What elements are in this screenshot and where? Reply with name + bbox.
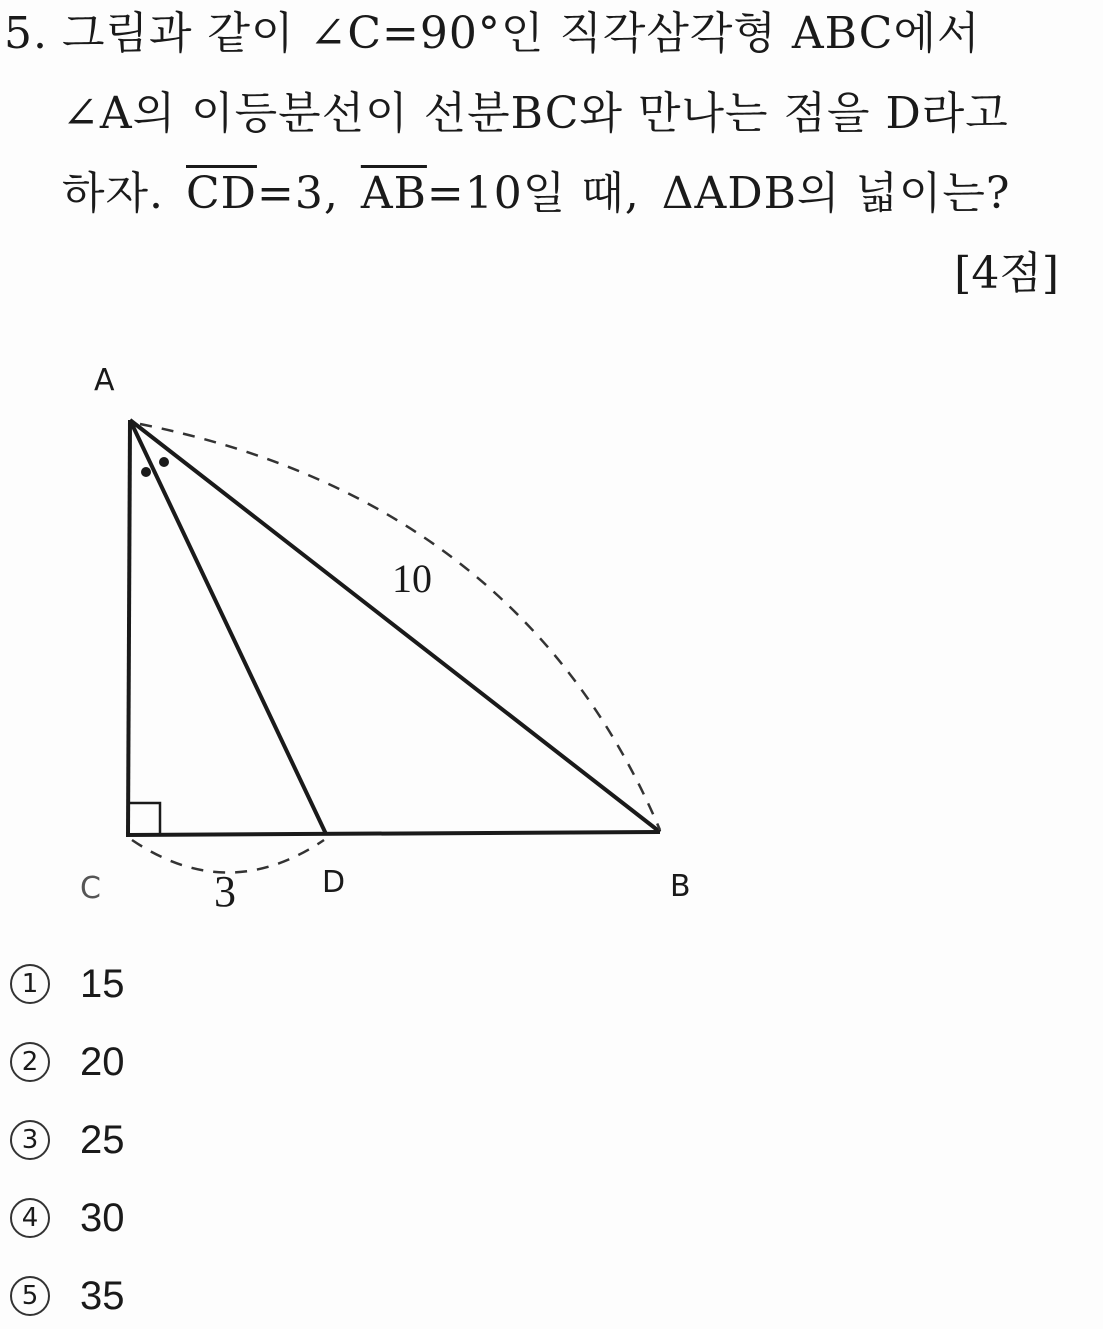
choice-4-value: 30 (80, 1196, 125, 1240)
question-line-3 (62, 164, 1011, 224)
question-line-2: ∠A의 이등분선이 선분BC와 만나는 점을 D라고 (62, 88, 1009, 139)
label-c: C (80, 871, 101, 906)
choice-2[interactable] (10, 1036, 125, 1088)
choice-3[interactable] (10, 1114, 125, 1166)
label-cd-length: 3 (214, 867, 236, 916)
label-d: D (322, 865, 346, 900)
angle-mark-dot-2 (159, 457, 169, 467)
question-number: 5. (4, 8, 48, 59)
choice-4[interactable] (10, 1192, 125, 1244)
choice-1-value: 15 (80, 962, 125, 1006)
question-line-1-text: 그림과 같이 ∠C=90°인 직각삼각형 ABC에서 (61, 8, 981, 59)
label-b: B (670, 869, 691, 904)
choice-3-mark: 3 (10, 1120, 50, 1160)
question-line-3-prefix: 하자. (62, 168, 164, 219)
choice-2-value: 20 (80, 1040, 125, 1084)
segment-cd: $\overline{CD}$ (186, 168, 257, 219)
choice-1[interactable] (10, 958, 125, 1010)
segment-ab: $\overline{AB}$ (360, 168, 427, 219)
segment-ad (130, 420, 326, 834)
segment-ab-line (130, 420, 660, 832)
choice-2-mark: 2 (10, 1042, 50, 1082)
angle-mark-dot-1 (141, 467, 151, 477)
segment-ac (128, 420, 130, 835)
choice-4-mark: 4 (10, 1198, 50, 1238)
segment-cb (126, 832, 660, 835)
triangle-figure (0, 340, 760, 920)
question-points: [4점] (954, 248, 1059, 299)
segment-ab-value: =10일 때, (426, 168, 640, 219)
choice-1-mark: 1 (10, 964, 50, 1004)
choice-5[interactable] (10, 1270, 125, 1322)
question-line-1 (4, 4, 980, 64)
choice-5-mark: 5 (10, 1276, 50, 1316)
choice-3-value: 25 (80, 1118, 125, 1162)
label-a: A (94, 363, 115, 398)
choice-5-value: 35 (80, 1274, 125, 1318)
segment-cd-value: =3, (256, 168, 339, 219)
right-angle-marker (128, 803, 160, 835)
label-ab-length: 10 (392, 556, 432, 601)
question-line-3-suffix: ΔADB의 넓이는? (661, 168, 1011, 219)
